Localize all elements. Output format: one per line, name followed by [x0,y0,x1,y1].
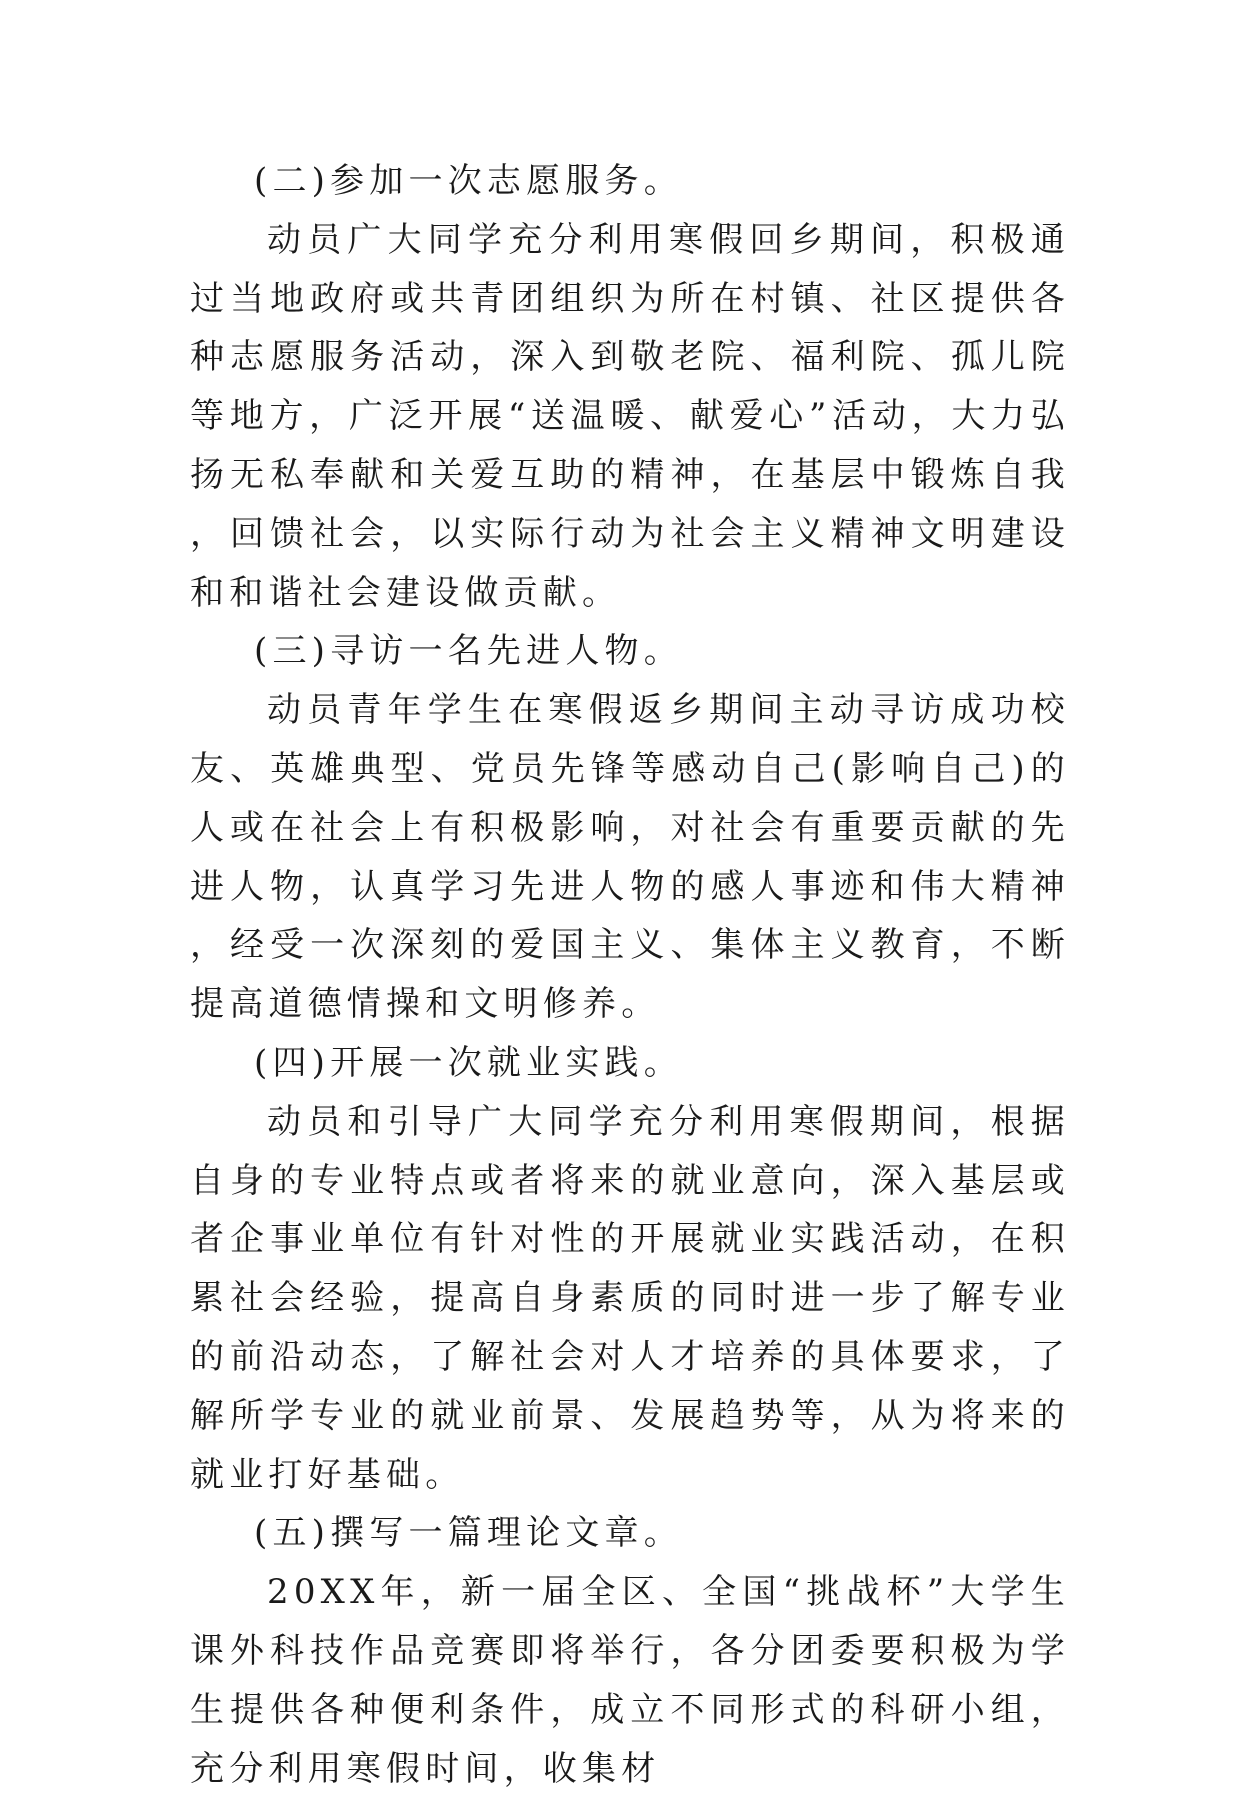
section-heading-2: (二)参加一次志愿服务。 [254,161,683,201]
section-paragraph-5: 20XX年，新一届全区、全国“挑战杯”大学生课外科技作品竞赛即将举行，各分团委要积极为学生提供各种便利条件，成立不同形式的科研小组，充分利用寒假时间，收集材 [190,1572,1070,1789]
section-heading-5: (五)撰写一篇理论文章。 [254,1513,683,1554]
section-heading-4: (四)开展一次就业实践。 [254,1042,683,1083]
section-paragraph-3: 动员青年学生在寒假返乡期间主动寻访成功校友、英雄典型、党员先锋等感动自己(影响自己)的人或在社会上有积极影响，对社会有重要贡献的先进人物，认真学习先进人物的感人事迹和伟大精神，经受一次深刻的爱国主义、集体主义教育，不断提高道德情操和文明修养。 [190,690,1070,1025]
document-body [190,152,1070,1798]
section-heading-3: (三)寻访一名先进人物。 [254,631,683,672]
section-paragraph-4: 动员和引导广大同学充分利用寒假期间，根据自身的专业特点或者将来的就业意向，深入基层或者企事业单位有针对性的开展就业实践活动，在积累社会经验，提高自身素质的同时进一步了解专业的前沿动态，了解社会对人才培养的具体要求，了解所学专业的就业前景、发展趋势等，从为将来的就业打好基础。 [190,1101,1070,1495]
section-paragraph-2: 动员广大同学充分利用寒假回乡期间，积极通过当地政府或共青团组织为所在村镇、社区提供各种志愿服务活动，深入到敬老院、福利院、孤儿院等地方，广泛开展“送温暖、献爱心”活动，大力弘扬无私奉献和关爱互助的精神，在基层中锻炼自我，回馈社会，以实际行动为社会主义精神文明建设和和谐社会建设做贡献。 [190,219,1070,613]
